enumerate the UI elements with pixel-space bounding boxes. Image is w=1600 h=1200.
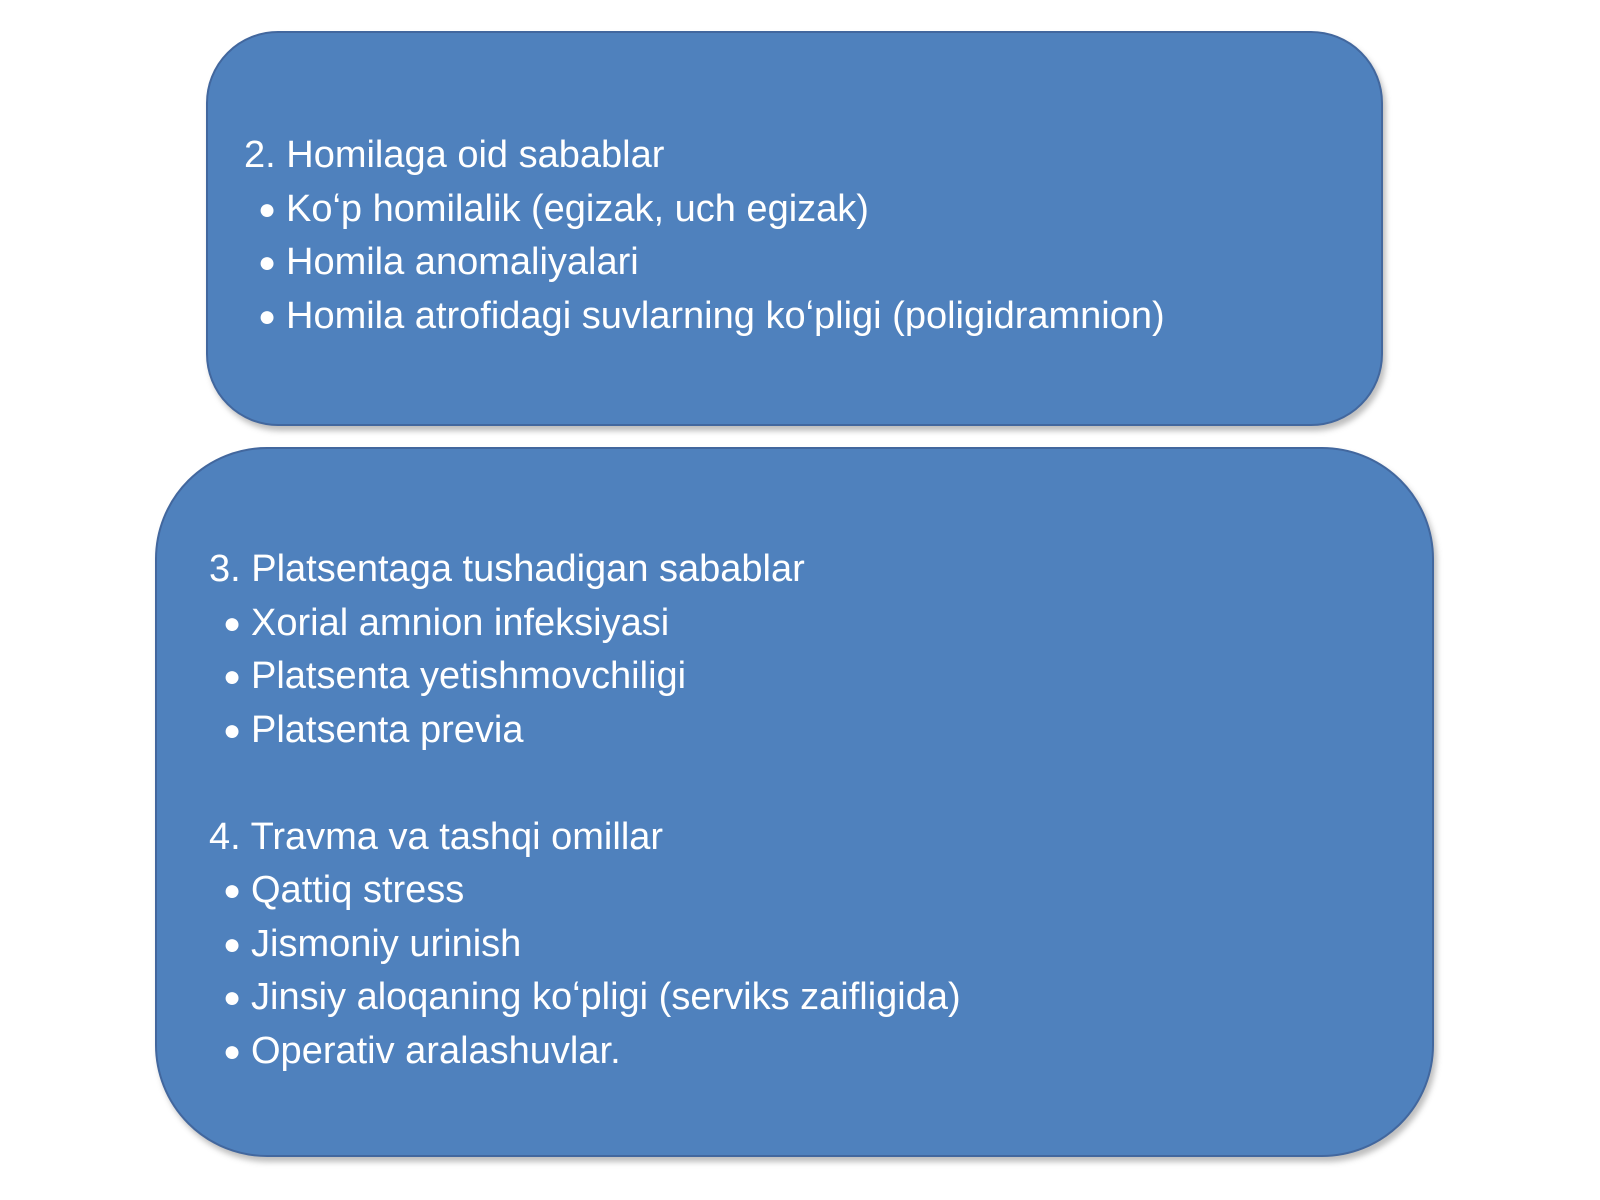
- list-item-text: Homila anomaliyalari: [286, 241, 639, 283]
- section-spacer: [209, 757, 1432, 811]
- section-heading: 3. Platsentaga tushadigan sabablar: [209, 548, 805, 590]
- list-item: [209, 650, 1432, 704]
- bullet-icon: ●: [223, 874, 242, 907]
- list-item-text: Jinsiy aloqaning koʻpligi (serviks zaifligida): [251, 976, 961, 1018]
- list-item-text: Platsenta previa: [251, 708, 524, 751]
- list-item: [244, 290, 1381, 344]
- list-item-text: Platsenta yetishmovchiligi: [251, 655, 687, 697]
- bullet-icon: ●: [223, 1034, 242, 1068]
- list-item: [209, 918, 1432, 972]
- bullet-icon: ●: [223, 981, 242, 1014]
- list-item: [209, 864, 1432, 918]
- list-item: [244, 183, 1381, 237]
- list-item-text: Koʻp homilalik (egizak, uch egizak): [286, 187, 869, 230]
- list-item-text: Operativ aralashuvlar.: [251, 1029, 621, 1072]
- bullet-list: [209, 864, 1432, 1078]
- bullet-icon: ●: [258, 246, 277, 279]
- list-item: [209, 597, 1432, 651]
- list-item: [209, 1025, 1432, 1079]
- fetal-causes-box: [206, 31, 1383, 426]
- bullet-list: [244, 183, 1381, 344]
- list-item: [209, 704, 1432, 758]
- bullet-icon: ●: [223, 927, 242, 961]
- bullet-list: [209, 597, 1432, 758]
- list-item: [244, 236, 1381, 290]
- list-item-text: Qattiq stress: [251, 869, 465, 911]
- bullet-icon: ●: [258, 299, 277, 333]
- section-heading: 2. Homilaga oid sabablar: [244, 134, 665, 176]
- placental-and-trauma-causes-box: [155, 447, 1434, 1157]
- list-item: [209, 971, 1432, 1025]
- list-item-text: Jismoniy urinish: [251, 922, 522, 965]
- bullet-icon: ●: [223, 606, 242, 640]
- bullet-icon: ●: [223, 660, 242, 693]
- bullet-icon: ●: [258, 192, 277, 226]
- list-item-text: Xorial amnion infeksiyasi: [251, 601, 670, 644]
- section-heading: 4. Travma va tashqi omillar: [209, 815, 664, 858]
- bullet-icon: ●: [223, 713, 242, 747]
- list-item-text: Homila atrofidagi suvlarning koʻpligi (poligidramnion): [286, 294, 1165, 337]
